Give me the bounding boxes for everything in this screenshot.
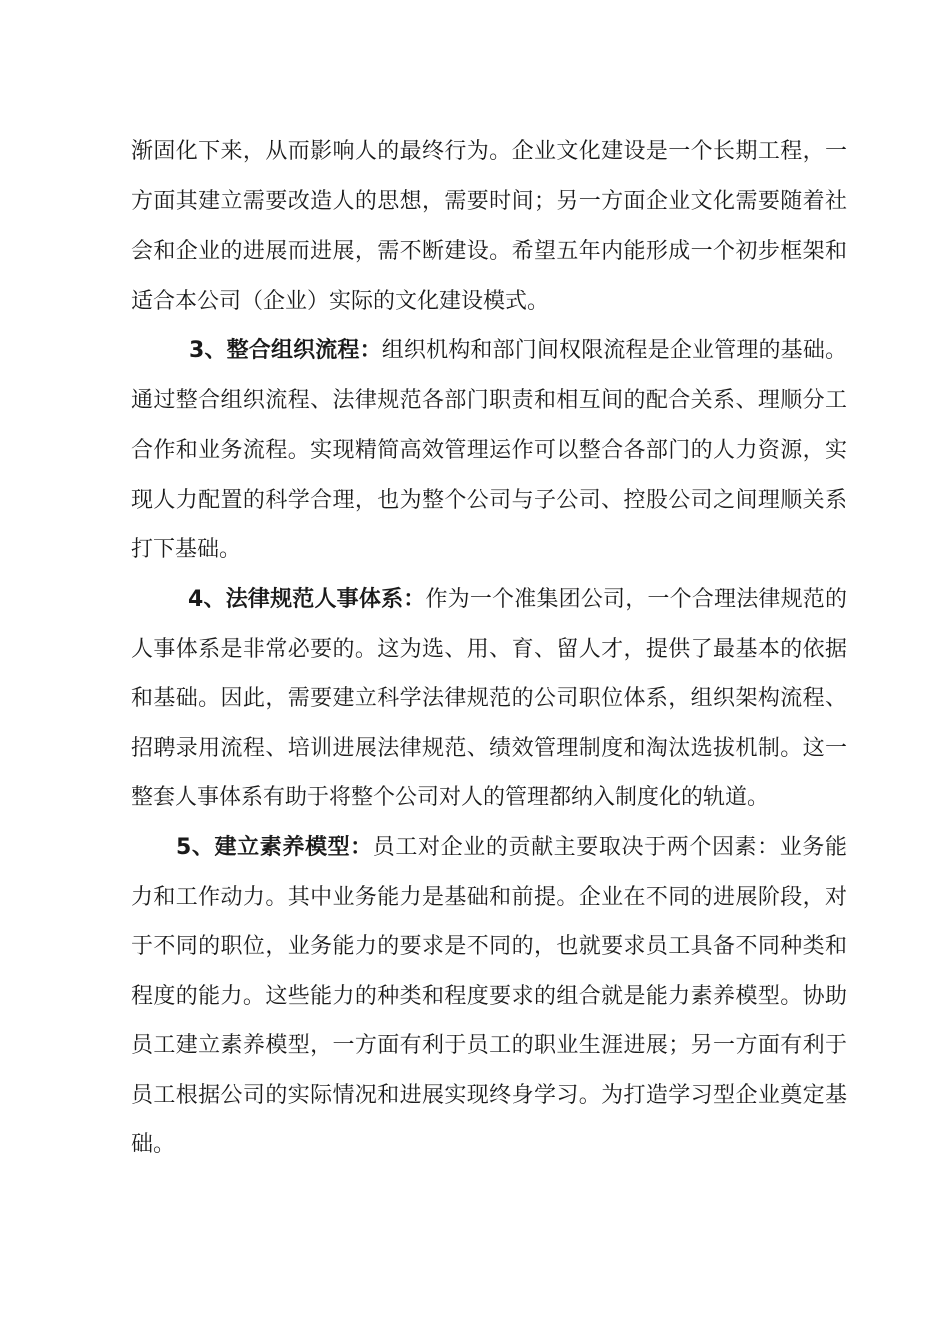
section-3-first-line xyxy=(189,336,847,366)
section-5-first-text: 员工对企业的贡献主要取决于两个因素：业务能 xyxy=(372,835,847,860)
section-3-heading: 3、整合组织流程： xyxy=(189,338,382,363)
section-3-first-text: 组织机构和部门间权限流程是企业管理的基础。 xyxy=(381,338,847,363)
section-5-line-7: 础。 xyxy=(131,1132,176,1157)
intro-line-1: 渐固化下来，从而影响人的最终行为。企业文化建设是一个长期工程，一 xyxy=(131,139,847,164)
section-4-first-line xyxy=(188,585,847,615)
section-3-line-3: 合作和业务流程。实现精简高效管理运作可以整合各部门的人力资源，实 xyxy=(131,438,847,463)
section-3-line-5: 打下基础。 xyxy=(131,537,242,562)
section-5-line-3: 于不同的职位，业务能力的要求是不同的，也就要求员工具备不同种类和 xyxy=(131,934,847,959)
section-5-line-6: 员工根据公司的实际情况和进展实现终身学习。为打造学习型企业奠定基 xyxy=(131,1083,847,1108)
section-4-line-4: 招聘录用流程、培训进展法律规范、绩效管理制度和淘汰选拔机制。这一 xyxy=(131,736,847,761)
section-3-line-2: 通过整合组织流程、法律规范各部门职责和相互间的配合关系、理顺分工 xyxy=(131,388,847,413)
section-4-line-3: 和基础。因此，需要建立科学法律规范的公司职位体系，组织架构流程、 xyxy=(131,686,847,711)
section-4-first-text: 作为一个准集团公司，一个合理法律规范的 xyxy=(425,587,847,612)
intro-line-2: 方面其建立需要改造人的思想，需要时间；另一方面企业文化需要随着社 xyxy=(131,189,847,214)
intro-line-4: 适合本公司（企业）实际的文化建设模式。 xyxy=(131,289,550,314)
section-4-line-2: 人事体系是非常必要的。这为选、用、育、留人才，提供了最基本的依据 xyxy=(131,637,847,662)
section-5-line-4: 程度的能力。这些能力的种类和程度要求的组合就是能力素养模型。协助 xyxy=(131,984,847,1009)
section-4-heading: 4、法律规范人事体系： xyxy=(188,587,426,612)
section-5-first-line xyxy=(176,833,847,863)
section-4-line-5: 整套人事体系有助于将整个公司对人的管理都纳入制度化的轨道。 xyxy=(131,785,770,810)
section-5-line-5: 员工建立素养模型，一方面有利于员工的职业生涯进展；另一方面有利于 xyxy=(131,1033,847,1058)
section-5-line-2: 力和工作动力。其中业务能力是基础和前提。企业在不同的进展阶段，对 xyxy=(131,885,847,910)
intro-line-3: 会和企业的进展而进展，需不断建设。希望五年内能形成一个初步框架和 xyxy=(131,239,847,264)
section-5-heading: 5、建立素养模型： xyxy=(176,835,373,860)
section-3-line-4: 现人力配置的科学合理，也为整个公司与子公司、控股公司之间理顺关系 xyxy=(131,488,847,513)
